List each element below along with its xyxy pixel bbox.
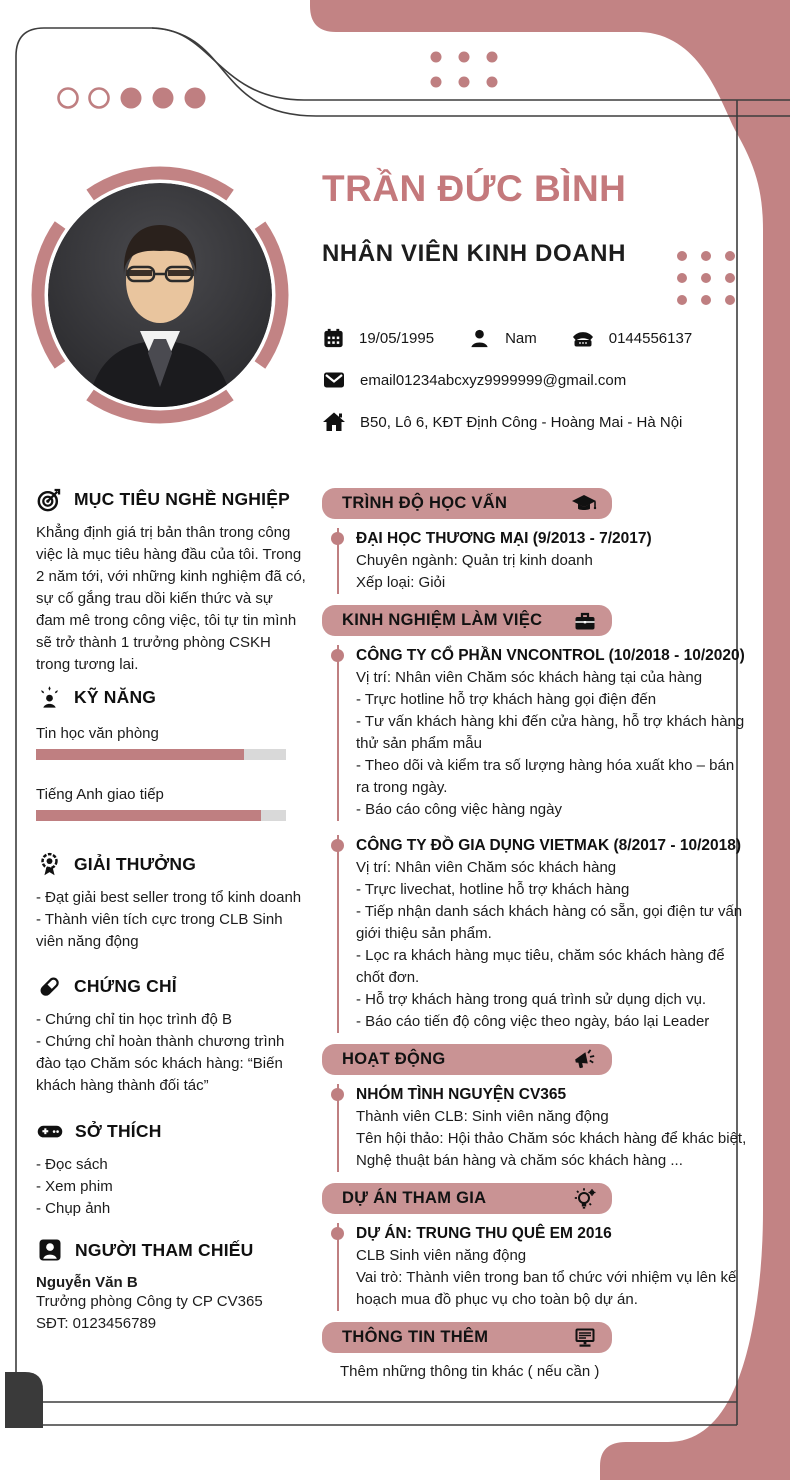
reference-heading-text: NGƯỜI THAM CHIẾU	[75, 1239, 254, 1260]
calendar-icon	[322, 327, 345, 350]
reference-position: Trưởng phòng Công ty CP CV365	[36, 1293, 263, 1310]
graduation-cap-icon	[571, 492, 597, 516]
job-title: CÔNG TY CỔ PHẦN VNCONTROL (10/2018 - 10/2020)	[356, 647, 745, 664]
activity-line: Tên hội thảo: Hội thảo Chăm sóc khách hàng để khác biệt, Nghệ thuật bán hàng và chăm sóc khách hàng ...	[356, 1130, 747, 1169]
job-line: - Lọc ra khách hàng mục tiêu, chăm sóc khách hàng để chốt đơn.	[356, 947, 725, 986]
job-entry	[337, 645, 748, 821]
job-line: - Trực livechat, hotline hỗ trợ khách hàng	[356, 881, 630, 898]
section-awards	[36, 851, 306, 953]
megaphone-icon	[573, 1048, 597, 1072]
home-icon	[322, 410, 346, 434]
objective-heading	[36, 486, 306, 513]
awards-heading-text: GIẢI THƯỞNG	[74, 854, 197, 874]
section-objective	[36, 486, 306, 676]
skill-bar	[36, 749, 286, 760]
activities-pill	[322, 1044, 612, 1075]
dots-grid-right	[677, 251, 735, 305]
skill-bar-fill	[36, 810, 261, 821]
briefcase-icon	[573, 609, 597, 633]
job-line: - Trực hotline hỗ trợ khách hàng gọi điện đến	[356, 691, 657, 708]
contact-row-2	[322, 368, 762, 392]
job-line: - Theo dõi và kiểm tra số lượng hàng hóa xuất kho – bán ra trong ngày.	[356, 757, 735, 796]
mail-icon	[322, 368, 346, 392]
section-projects	[322, 1183, 748, 1311]
section-education	[322, 488, 748, 594]
education-pill	[322, 488, 612, 519]
skill-label: Tin học văn phòng	[36, 725, 159, 742]
job-line: - Hỗ trợ khách hàng trong quá trình sử dụng dịch vụ.	[356, 991, 707, 1008]
projects-pill	[322, 1183, 612, 1214]
contact-block	[322, 326, 762, 452]
awards-heading	[36, 851, 306, 878]
certificate-icon	[36, 973, 63, 1000]
job-line: - Báo cáo tiến độ công việc theo ngày, báo lại Leader	[356, 1013, 710, 1030]
left-column	[36, 486, 306, 1335]
dark-corner-block	[5, 1372, 43, 1428]
idea-icon	[573, 1187, 597, 1211]
job-entry	[337, 835, 748, 1033]
award-item: - Đạt giải best seller trong tổ kinh doanh	[36, 889, 302, 906]
avatar-graphic	[28, 163, 292, 427]
hobbies-heading	[36, 1117, 306, 1145]
award-item: - Thành viên tích cực trong CLB Sinh viên năng động	[36, 911, 283, 950]
education-entry	[337, 528, 748, 594]
candidate-title: NHÂN VIÊN KINH DOANH	[322, 240, 627, 267]
gender-value: Nam	[505, 329, 537, 347]
contact-row-1	[322, 326, 762, 350]
project-line: Vai trò: Thành viên trong ban tổ chức với nhiệm vụ lên kế hoạch mua đồ phục vụ cho toàn bộ dự án.	[356, 1269, 737, 1308]
activity-line: Thành viên CLB: Sinh viên năng động	[356, 1108, 609, 1125]
gamepad-icon	[36, 1117, 64, 1145]
skill-item	[36, 725, 306, 760]
section-reference	[36, 1236, 306, 1335]
experience-heading-text: KINH NGHIỆM LÀM VIỆC	[342, 611, 543, 629]
section-certificates	[36, 973, 306, 1097]
projects-heading-text: DỰ ÁN THAM GIA	[342, 1189, 487, 1207]
project-line: CLB Sinh viên năng động	[356, 1247, 527, 1264]
education-line: Chuyên ngành: Quản trị kinh doanh	[356, 552, 593, 569]
project-entry	[337, 1223, 748, 1311]
birthday-item	[322, 327, 434, 350]
reference-heading	[36, 1236, 306, 1264]
address-item	[322, 410, 682, 434]
certificate-item: - Chứng chỉ hoàn thành chương trình đào tạo Chăm sóc khách hàng: “Biến khách hàng thành đối tác”	[36, 1033, 285, 1094]
right-column	[322, 488, 748, 1391]
education-heading-text: TRÌNH ĐỘ HỌC VẤN	[342, 494, 508, 512]
skill-item	[36, 786, 306, 821]
section-additional	[322, 1322, 748, 1380]
phone-icon	[571, 326, 595, 350]
project-title: DỰ ÁN: TRUNG THU QUÊ EM 2016	[356, 1225, 612, 1242]
award-icon	[36, 851, 63, 878]
additional-heading-text: THÔNG TIN THÊM	[342, 1328, 489, 1346]
job-line: Vị trí: Nhân viên Chăm sóc khách hàng	[356, 859, 617, 876]
job-title: CÔNG TY ĐỒ GIA DỤNG VIETMAK (8/2017 - 10/2018)	[356, 837, 742, 854]
certificates-heading-text: CHỨNG CHỈ	[74, 976, 177, 996]
objective-heading-text: MỤC TIÊU NGHỀ NGHIỆP	[74, 489, 290, 509]
education-title: ĐẠI HỌC THƯƠNG MẠI (9/2013 - 7/2017)	[356, 530, 652, 547]
hobby-item: - Chụp ảnh	[36, 1200, 111, 1217]
hobby-item: - Đọc sách	[36, 1156, 108, 1173]
section-hobbies	[36, 1117, 306, 1220]
education-line: Xếp loại: Giỏi	[356, 574, 446, 591]
dots-grid-top	[431, 52, 498, 88]
activity-entry	[337, 1084, 748, 1172]
experience-pill	[322, 605, 612, 636]
additional-text: Thêm những thông tin khác ( nếu cần )	[340, 1363, 600, 1380]
activities-heading-text: HOẠT ĐỘNG	[342, 1050, 446, 1068]
skill-label: Tiếng Anh giao tiếp	[36, 786, 164, 803]
job-line: Vị trí: Nhân viên Chăm sóc khách hàng tại của hàng	[356, 669, 703, 686]
birthday-value: 19/05/1995	[359, 329, 435, 347]
candidate-name: TRẦN ĐỨC BÌNH	[322, 168, 627, 209]
activity-title: NHÓM TÌNH NGUYỆN CV365	[356, 1086, 567, 1103]
certificates-heading	[36, 973, 306, 1000]
gender-item	[468, 327, 537, 350]
reference-name: Nguyễn Văn B	[36, 1274, 138, 1291]
section-skills	[36, 684, 306, 821]
section-activities	[322, 1044, 748, 1172]
job-line: - Báo cáo công việc hàng ngày	[356, 801, 562, 818]
address-value: B50, Lô 6, KĐT Định Công - Hoàng Mai - Hà Nội	[360, 413, 683, 431]
hobby-item: - Xem phim	[36, 1178, 113, 1195]
profile-photo	[28, 163, 292, 427]
reference-person-icon	[36, 1236, 64, 1264]
contact-row-3	[322, 410, 762, 434]
reference-phone: SĐT: 0123456789	[36, 1315, 157, 1332]
email-item	[322, 368, 626, 392]
hobbies-heading-text: SỞ THÍCH	[75, 1120, 162, 1141]
skills-heading	[36, 684, 306, 711]
job-line: - Tiếp nhận danh sách khách hàng có sẵn, gọi điện tư vấn giới thiệu sản phẩm.	[356, 903, 743, 942]
portrait	[48, 183, 272, 407]
circles-row	[59, 88, 206, 109]
additional-pill	[322, 1322, 612, 1353]
skill-bar-fill	[36, 749, 244, 760]
certificate-item: - Chứng chỉ tin học trình độ B	[36, 1011, 232, 1028]
skill-bar	[36, 810, 286, 821]
skills-heading-text: KỸ NĂNG	[74, 687, 157, 707]
target-icon	[36, 486, 63, 513]
email-value: email01234abcxyz9999999@gmail.com	[360, 371, 627, 389]
section-experience	[322, 605, 748, 1033]
objective-text: Khẳng định giá trị bản thân trong công việc là mục tiêu hàng đầu của tôi. Trong 2 năm tới, với những kinh nghiệm đã có, sự cố gắng trau dồi kiến thức và sự đam mê trong công việc, tôi tự tin mình sẽ trở thành 1 trưởng phòng CSKH trong tương lai.	[36, 524, 306, 673]
skills-icon	[36, 684, 63, 711]
person-icon	[468, 327, 491, 350]
phone-value: 0144556137	[608, 329, 693, 347]
monitor-icon	[573, 1326, 597, 1350]
phone-item	[571, 326, 692, 350]
job-line: - Tư vấn khách hàng khi đến cửa hàng, hỗ trợ khách hàng thử sản phẩm mẫu	[356, 713, 745, 752]
